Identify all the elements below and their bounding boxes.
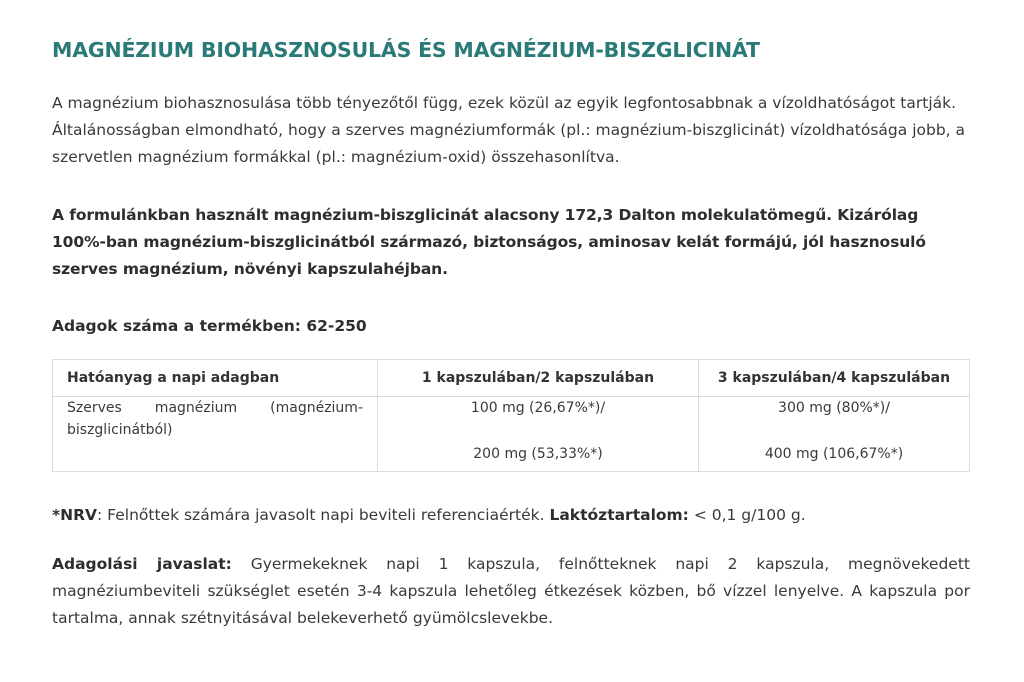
amount-3-capsules: 300 mg (80%*)/ bbox=[778, 400, 890, 416]
lactose-value: < 0,1 g/100 g. bbox=[688, 506, 806, 524]
table-header-1-2-capsules: 1 kapszulában/2 kapszulában bbox=[378, 360, 699, 397]
dosage-table bbox=[52, 359, 970, 472]
table-row bbox=[53, 397, 970, 472]
table-cell-3-4-capsules bbox=[699, 397, 970, 472]
table-header-row bbox=[53, 360, 970, 397]
dosage-text: Gyermekeknek napi 1 kapszula, felnőtteknek napi 2 kapszula, megnövekedett magnéziumbeviteli szükséglet esetén 3-4 kapszula lehetőleg étkezések közben, bő vízzel lenyelve. A kapszula por tartalma, annak szétnyitásával belekeverhető gyümölcslevekbe. bbox=[52, 555, 970, 627]
dosage-recommendation bbox=[52, 551, 970, 632]
amount-1-capsule: 100 mg (26,67%*)/ bbox=[470, 400, 606, 416]
servings-count: Adagok száma a termékben: 62-250 bbox=[52, 317, 367, 335]
table-cell-ingredient: Szerves magnézium (magnézium-biszglicinátból) bbox=[53, 397, 378, 472]
dosage-label: Adagolási javaslat: bbox=[52, 555, 232, 573]
amount-4-capsules: 400 mg (106,67%*) bbox=[764, 446, 904, 462]
table-header-ingredient: Hatóanyag a napi adagban bbox=[53, 360, 378, 397]
section-title: MAGNÉZIUM BIOHASZNOSULÁS ÉS MAGNÉZIUM-BISZGLICINÁT bbox=[52, 38, 760, 62]
table-cell-1-2-capsules bbox=[378, 397, 699, 472]
amount-2-capsules: 200 mg (53,33%*) bbox=[473, 446, 603, 462]
intro-paragraph: A magnézium biohasznosulása több tényezőtől függ, ezek közül az egyik legfontosabbnak a vízoldhatóságot tartják. Általánosságban elmondható, hogy a szerves magnéziumformák (pl.: magnézium-biszglicinát) vízoldhatósága jobb, a szervetlen magnézium formákkal (pl.: magnézium-oxid) összehasonlítva. bbox=[52, 94, 966, 166]
nrv-label: *NRV bbox=[52, 506, 98, 524]
nrv-note bbox=[52, 502, 970, 529]
highlight-paragraph: A formulánkban használt magnézium-biszglicinát alacsony 172,3 Dalton molekulatömegű. Kizárólag 100%-ban magnézium-biszglicinátból származó, biztonságos, aminosav kelát formájú, jól hasznosuló szerves magnézium, növényi kapszulahéjban. bbox=[52, 206, 926, 278]
nrv-text: : Felnőttek számára javasolt napi beviteli referenciaérték. bbox=[97, 506, 550, 524]
table-header-3-4-capsules: 3 kapszulában/4 kapszulában bbox=[699, 360, 970, 397]
lactose-label: Laktóztartalom: bbox=[549, 506, 689, 524]
